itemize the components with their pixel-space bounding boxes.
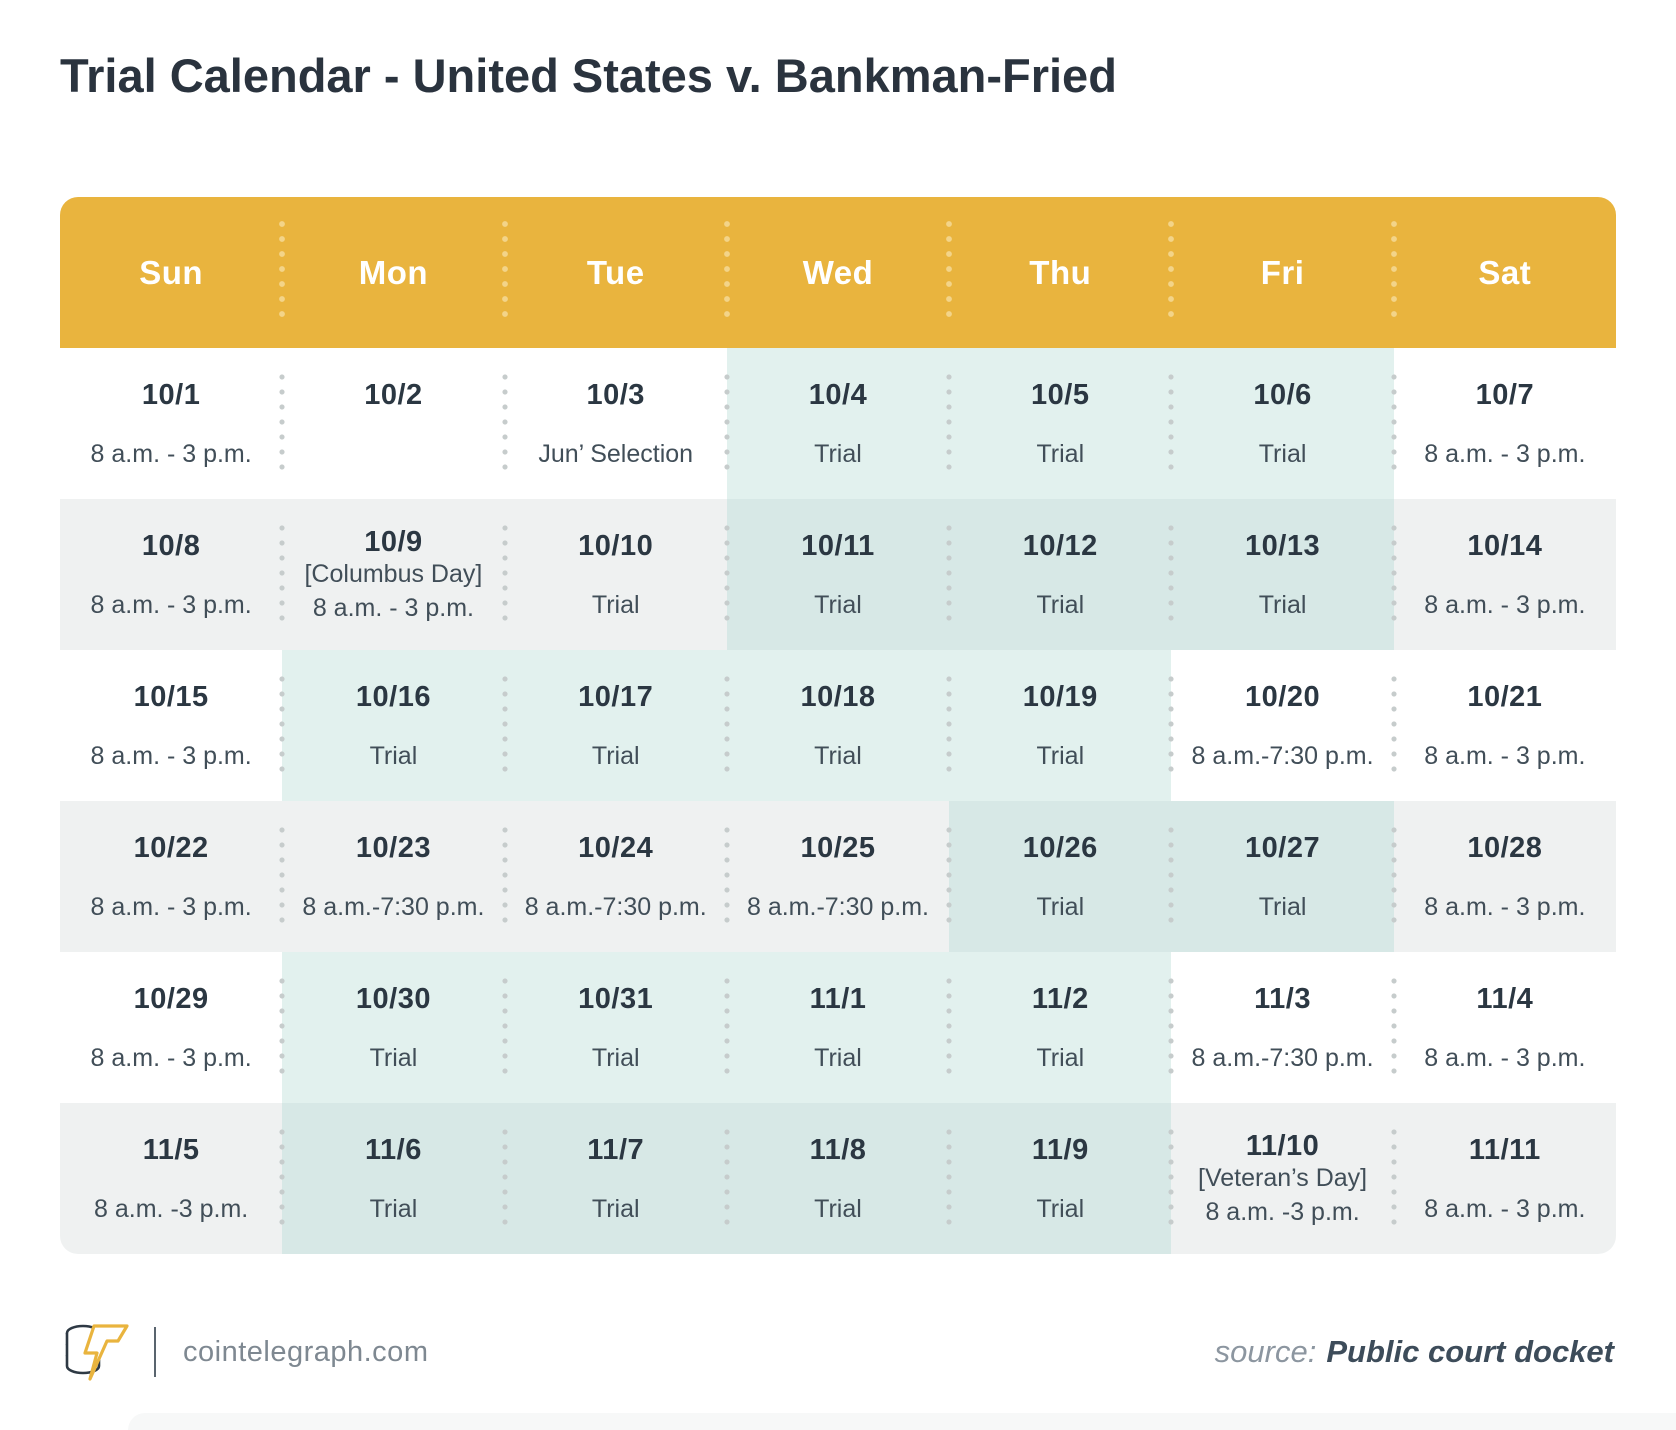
cell-label: Trial [1258,439,1307,468]
calendar-cell-10-9 [282,499,504,650]
cell-date: 10/30 [355,982,431,1015]
cell-date: 10/4 [808,378,868,411]
cell-label: 8 a.m.-7:30 p.m. [302,892,485,921]
calendar-cell-10-7 [1394,348,1616,499]
cell-date: 11/1 [809,982,867,1015]
cell-label: Trial [814,1043,862,1072]
source-value: Public court docket [1326,1334,1614,1369]
page-title: Trial Calendar - United States v. Bankman-Fried [60,49,1117,102]
calendar-cell-10-19 [949,650,1171,801]
trial-calendar [60,197,1616,1254]
source-attribution [1215,1334,1614,1370]
cell-date: 11/2 [1031,982,1089,1015]
calendar-cell-10-20 [1171,650,1393,801]
calendar-cell-10-15 [60,650,282,801]
day-header-tue: Tue [505,197,727,348]
cell-date: 10/11 [801,529,875,562]
calendar-cell-10-17 [505,650,727,801]
cell-date: 10/14 [1467,529,1543,562]
cell-label: 8 a.m. - 3 p.m. [90,439,252,468]
calendar-cell-10-23 [282,801,504,952]
cell-label: Trial [814,741,862,770]
cell-date: 11/5 [142,1133,200,1166]
cell-date: 10/21 [1467,680,1543,713]
cell-label: Trial [1036,892,1085,921]
cell-date: 10/27 [1245,831,1321,864]
cell-date: 10/8 [141,529,201,562]
cell-label: 8 a.m. - 3 p.m. [90,741,252,770]
cell-date: 10/20 [1245,680,1321,713]
calendar-cell-10-6 [1171,348,1393,499]
cell-date: 10/19 [1022,680,1098,713]
calendar-cell-10-1 [60,348,282,499]
cell-label: Trial [591,1194,640,1223]
day-header-sat: Sat [1394,197,1616,348]
day-header-wed: Wed [727,197,949,348]
calendar-cell-10-30 [282,952,504,1103]
cell-date: 10/5 [1031,378,1090,411]
cell-holiday-note: [Columbus Day] [304,560,483,588]
cell-date: 10/15 [133,680,209,713]
day-header-mon: Mon [282,197,504,348]
cell-label: Trial [591,1043,640,1072]
cell-date: 11/11 [1468,1133,1541,1166]
calendar-week-row [60,1103,1616,1254]
cell-date: 10/7 [1475,378,1535,411]
cell-label: Trial [814,439,862,468]
footer-divider [154,1327,156,1377]
calendar-week-row [60,348,1616,499]
cell-date: 11/8 [809,1133,867,1166]
cell-label: 8 a.m.-7:30 p.m. [1191,741,1374,770]
calendar-cell-10-11 [727,499,949,650]
calendar-week-row [60,499,1616,650]
cell-label: 8 a.m. - 3 p.m. [1424,892,1586,921]
cell-label: Trial [1036,741,1085,770]
brand-block [60,1320,428,1384]
day-header-sun: Sun [139,253,204,291]
cell-date: 10/10 [578,529,654,562]
cell-date: 10/6 [1253,378,1312,411]
cell-date: 10/9 [364,526,423,558]
calendar-cell-10-10 [505,499,727,650]
cell-date: 11/3 [1254,982,1311,1015]
calendar-cell-11-11 [1394,1103,1616,1254]
cell-date: 10/23 [355,831,431,864]
cell-date: 10/12 [1022,529,1098,562]
cell-date: 10/26 [1022,831,1098,864]
cell-label: Trial [1036,1043,1085,1072]
cell-label: Trial [1036,1194,1085,1223]
calendar-cell-10-4 [727,348,949,499]
cell-label: 8 a.m. - 3 p.m. [1424,439,1586,468]
cell-label: Trial [1258,590,1307,619]
cell-date: 10/29 [133,982,209,1015]
calendar-cell-11-6 [282,1103,504,1254]
cell-label: 8 a.m.-7:30 p.m. [524,892,707,921]
calendar-cell-11-10 [1171,1103,1393,1254]
calendar-cell-10-18 [727,650,949,801]
cell-label: 8 a.m. - 3 p.m. [1424,741,1586,770]
calendar-cell-10-13 [1171,499,1393,650]
day-header-fri: Fri [1171,197,1393,348]
cell-date: 10/24 [578,831,654,864]
cell-date: 10/18 [800,680,876,713]
cell-date: 11/6 [365,1133,422,1166]
cell-date: 10/16 [355,680,431,713]
cell-label: Trial [814,590,862,619]
cell-label: Trial [814,1194,862,1223]
cell-date: 10/25 [800,831,876,864]
cell-date: 10/3 [586,378,645,411]
cell-label: Jun’ Selection [538,439,694,468]
cell-date: 11/4 [1476,982,1534,1015]
calendar-cell-11-9 [949,1103,1171,1254]
cell-label: 8 a.m. -3 p.m. [1205,1198,1360,1226]
calendar-cell-10-26 [949,801,1171,952]
calendar-cell-10-12 [949,499,1171,650]
calendar-cell-10-2 [282,348,504,499]
calendar-day-header-row [60,197,1616,348]
cell-date: 10/1 [141,378,201,411]
cell-label: 8 a.m. - 3 p.m. [90,892,252,921]
calendar-cell-11-1 [727,952,949,1103]
cell-date: 10/13 [1245,529,1321,562]
calendar-cell-10-22 [60,801,282,952]
calendar-cell-11-3 [1171,952,1393,1103]
calendar-cell-10-25 [727,801,949,952]
cell-label: 8 a.m. -3 p.m. [94,1194,249,1223]
cointelegraph-coins-lightning-logo-icon [60,1320,132,1384]
calendar-cell-10-16 [282,650,504,801]
calendar-cell-11-4 [1394,952,1616,1103]
source-label: source: [1214,1334,1317,1369]
cell-date: 10/28 [1467,831,1543,864]
cell-date: 10/22 [133,831,209,864]
calendar-cell-10-31 [505,952,727,1103]
calendar-cell-11-7 [505,1103,727,1254]
cell-label: Trial [369,741,418,770]
calendar-cell-10-24 [505,801,727,952]
cell-label: 8 a.m. - 3 p.m. [1424,1194,1586,1223]
calendar-cell-11-2 [949,952,1171,1103]
calendar-cell-11-5 [60,1103,282,1254]
calendar-cell-10-3 [505,348,727,499]
cell-label: 8 a.m.-7:30 p.m. [1191,1043,1374,1072]
day-header-thu: Thu [949,197,1171,348]
cell-date: 10/31 [578,982,654,1015]
calendar-week-row [60,952,1616,1103]
cell-date: 11/10 [1245,1130,1320,1162]
cell-label: Trial [1036,439,1085,468]
cell-date: 10/2 [364,378,423,411]
footer [60,1316,1614,1388]
cell-label: 8 a.m. - 3 p.m. [1424,590,1586,619]
cell-date: 11/7 [587,1133,645,1166]
cell-label: 8 a.m. - 3 p.m. [1424,1043,1586,1072]
calendar-cell-10-28 [1394,801,1616,952]
calendar-cell-10-8 [60,499,282,650]
cell-label: 8 a.m. - 3 p.m. [312,594,474,622]
calendar-cell-10-5 [949,348,1171,499]
cell-label: 8 a.m.-7:30 p.m. [746,892,929,921]
cell-label: Trial [1258,892,1307,921]
calendar-cell-10-21 [1394,650,1616,801]
calendar-week-row [60,801,1616,952]
calendar-body [60,348,1616,1254]
bottom-strip [128,1413,1676,1430]
cell-date: 10/17 [578,680,654,713]
calendar-week-row [60,650,1616,801]
cell-label: 8 a.m. - 3 p.m. [90,590,252,619]
cell-holiday-note: [Veteran’s Day] [1198,1164,1368,1192]
calendar-cell-10-27 [1171,801,1393,952]
cell-label: Trial [591,741,640,770]
calendar-cell-11-8 [727,1103,949,1254]
calendar-cell-10-29 [60,952,282,1103]
calendar-cell-10-14 [1394,499,1616,650]
site-url: cointelegraph.com [183,1335,429,1368]
cell-label: Trial [369,1194,418,1223]
cell-label: Trial [591,590,640,619]
cell-date: 11/9 [1031,1133,1089,1166]
cell-label: 8 a.m. - 3 p.m. [90,1043,252,1072]
cell-label: Trial [369,1043,418,1072]
cell-label: Trial [1036,590,1085,619]
